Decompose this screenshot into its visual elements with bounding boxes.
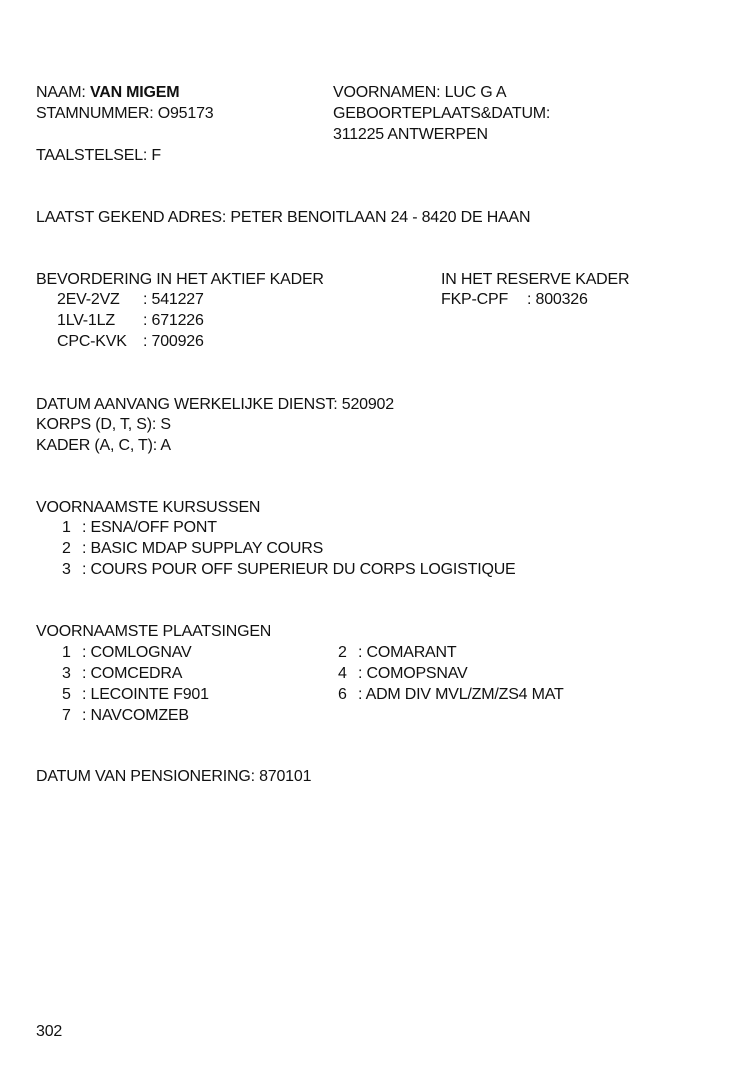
active-promotion-item — [57, 332, 204, 352]
placement-item — [338, 643, 456, 663]
taalstelsel: TAALSTELSEL: F — [36, 147, 161, 164]
promotion-rank: 1LV-1LZ — [57, 312, 115, 329]
course-item — [62, 539, 323, 559]
course-text: : BASIC MDAP SUPPLAY COURS — [82, 540, 324, 557]
placement-number: 5 — [62, 686, 71, 703]
course-text: : COURS POUR OFF SUPERIEUR DU CORPS LOGISTIQUE — [82, 561, 516, 578]
geboorte-value: 311225 ANTWERPEN — [333, 126, 488, 143]
placement-number: 4 — [338, 665, 347, 682]
course-number: 3 — [62, 561, 71, 578]
service-korps: KORPS (D, T, S): S — [36, 416, 171, 433]
placement-number: 6 — [338, 686, 347, 703]
stamnummer: STAMNUMMER: O95173 — [36, 105, 214, 122]
page-number: 302 — [36, 1023, 63, 1040]
name-line — [36, 83, 179, 103]
placement-number: 7 — [62, 707, 71, 724]
service-start: DATUM AANVANG WERKELIJKE DIENST: 520902 — [36, 396, 394, 413]
placement-text: : NAVCOMZEB — [82, 707, 189, 724]
placement-item — [338, 664, 468, 684]
promotion-date: : 700926 — [143, 333, 204, 350]
placement-item — [62, 664, 182, 684]
geboorte-label: GEBOORTEPLAATS&DATUM: — [333, 105, 551, 122]
name-value: VAN MIGEM — [89, 84, 180, 101]
placement-text: : COMOPSNAV — [358, 665, 468, 682]
placement-item — [338, 685, 564, 705]
placement-number: 3 — [62, 665, 71, 682]
placement-text: : LECOINTE F901 — [82, 686, 209, 703]
active-promotion-item — [57, 290, 204, 310]
promotion-date: : 800326 — [527, 291, 588, 308]
pension-date: DATUM VAN PENSIONERING: 870101 — [36, 768, 312, 785]
promotion-rank: 2EV-2VZ — [57, 291, 120, 308]
placement-text: : COMLOGNAV — [82, 644, 192, 661]
placement-text: : COMARANT — [358, 644, 457, 661]
promotion-date: : 671226 — [143, 312, 204, 329]
reserve-promotion-heading: IN HET RESERVE KADER — [441, 271, 630, 288]
course-number: 2 — [62, 540, 71, 557]
promotion-rank: CPC-KVK — [57, 333, 127, 350]
active-promotion-heading: BEVORDERING IN HET AKTIEF KADER — [36, 271, 324, 288]
placement-item — [62, 643, 192, 663]
name-label: NAAM: — [36, 84, 86, 101]
promotion-rank: FKP-CPF — [441, 291, 509, 308]
placement-text: : COMCEDRA — [82, 665, 183, 682]
placement-text: : ADM DIV MVL/ZM/ZS4 MAT — [358, 686, 564, 703]
service-kader: KADER (A, C, T): A — [36, 437, 171, 454]
course-item — [62, 518, 217, 538]
course-item — [62, 560, 516, 580]
course-text: : ESNA/OFF PONT — [82, 519, 217, 536]
courses-heading: VOORNAAMSTE KURSUSSEN — [36, 499, 261, 516]
promotion-date: : 541227 — [143, 291, 204, 308]
voornamen: VOORNAMEN: LUC G A — [333, 84, 507, 101]
placement-number: 2 — [338, 644, 347, 661]
placement-item — [62, 685, 209, 705]
course-number: 1 — [62, 519, 71, 536]
address: LAATST GEKEND ADRES: PETER BENOITLAAN 24 - 8420 DE HAAN — [36, 209, 531, 226]
placement-number: 1 — [62, 644, 71, 661]
reserve-promotion-item — [441, 290, 588, 310]
active-promotion-item — [57, 311, 204, 331]
placements-heading: VOORNAAMSTE PLAATSINGEN — [36, 623, 272, 640]
placement-item — [62, 706, 189, 726]
